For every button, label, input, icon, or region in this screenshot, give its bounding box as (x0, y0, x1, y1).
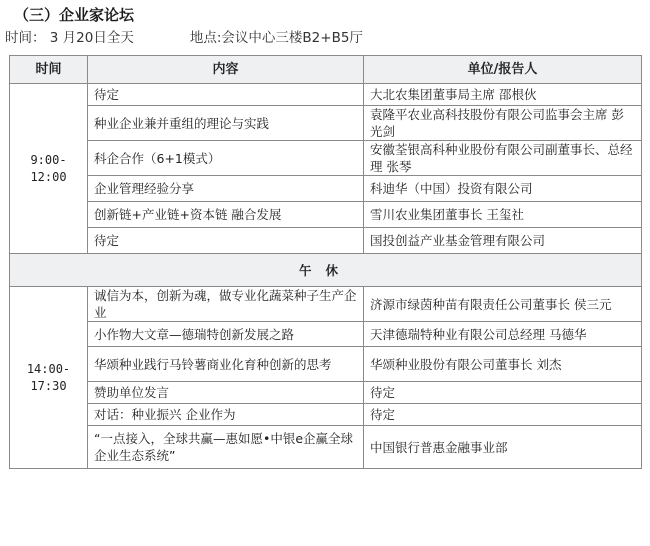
header-row (10, 56, 642, 84)
agenda-table (9, 55, 642, 469)
event-meta (5, 27, 363, 49)
table-row (10, 84, 642, 106)
session-speaker: 大北农集团董事局主席 邵根伙 (364, 84, 642, 106)
afternoon-time-end: 17:30 (30, 378, 67, 393)
session-content: 赞助单位发言 (88, 382, 364, 404)
header-speaker: 单位/报告人 (364, 56, 642, 84)
session-speaker: 国投创益产业基金管理有限公司 (364, 228, 642, 254)
session-speaker: 袁隆平农业高科技股份有限公司监事会主席 彭光剑 (364, 106, 642, 141)
session-content: 创新链+产业链+资本链 融合发展 (88, 202, 364, 228)
session-content: 企业管理经验分享 (88, 176, 364, 202)
session-content: 种业企业兼并重组的理论与实践 (88, 106, 364, 141)
session-speaker: 待定 (364, 382, 642, 404)
header-content: 内容 (88, 56, 364, 84)
table-row (10, 176, 642, 202)
session-speaker: 中国银行普惠金融事业部 (364, 426, 642, 469)
header-time: 时间 (10, 56, 88, 84)
session-content: “一点接入，全球共赢—惠如愿•中银e企赢全球企业生态系统” (88, 426, 364, 469)
table-row (10, 322, 642, 347)
morning-time-end: 12:00 (30, 169, 67, 184)
session-speaker: 天津德瑞特种业有限公司总经理 马德华 (364, 322, 642, 347)
afternoon-time-start: 14:00- (26, 361, 71, 376)
session-speaker: 待定 (364, 404, 642, 426)
section-title: （三）企业家论坛 (14, 6, 135, 24)
afternoon-time-cell (10, 287, 88, 469)
session-content: 小作物大文章—德瑞特创新发展之路 (88, 322, 364, 347)
table-row (10, 106, 642, 141)
table-row (10, 202, 642, 228)
table-row (10, 404, 642, 426)
session-content: 诚信为本，创新为魂，做专业化蔬菜种子生产企业 (88, 287, 364, 322)
noon-break: 午休 (10, 254, 642, 287)
table-row (10, 426, 642, 469)
session-speaker: 雪川农业集团董事长 王玺社 (364, 202, 642, 228)
session-content: 待定 (88, 228, 364, 254)
event-location: 地点:会议中心三楼B2+B5厅 (189, 30, 363, 46)
session-speaker: 华颂种业股份有限公司董事长 刘杰 (364, 347, 642, 382)
session-content: 对话：种业振兴 企业作为 (88, 404, 364, 426)
table-row (10, 287, 642, 322)
session-speaker: 济源市绿茵种苗有限责任公司董事长 侯三元 (364, 287, 642, 322)
session-speaker: 科迪华（中国）投资有限公司 (364, 176, 642, 202)
table-row (10, 347, 642, 382)
table-row (10, 228, 642, 254)
morning-time-cell (10, 84, 88, 254)
noon-break-row (10, 254, 642, 287)
session-content: 待定 (88, 84, 364, 106)
table-row (10, 382, 642, 404)
session-content: 科企合作（6+1模式） (88, 141, 364, 176)
session-speaker: 安徽荃银高科种业股份有限公司副董事长、总经理 张琴 (364, 141, 642, 176)
event-time: 时间： 3 月20日全天 (5, 30, 134, 46)
morning-time-start: 9:00- (30, 152, 67, 167)
session-content: 华颂种业践行马铃薯商业化育种创新的思考 (88, 347, 364, 382)
table-row (10, 141, 642, 176)
